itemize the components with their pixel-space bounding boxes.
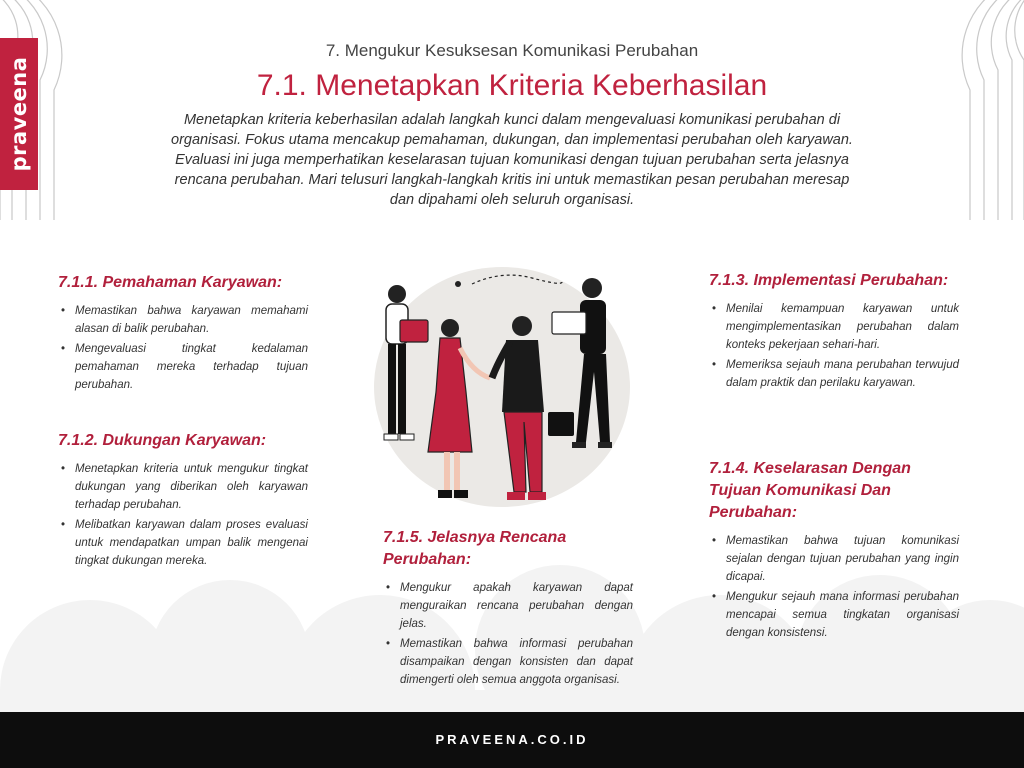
list-item: • Memastikan bahwa informasi perubahan disampaikan dengan konsisten dan dapat dimengerti oleh semua anggota organisasi. [400, 635, 633, 689]
page-header [150, 40, 874, 106]
section-heading: 7.1.2. Dukungan Karyawan: [58, 432, 267, 449]
footer-url[interactable]: PRAVEENA.CO.ID [435, 732, 589, 747]
bullet-list [383, 579, 633, 689]
list-item: • Memeriksa sejauh mana perubahan terwujud dalam praktik dan perilaku karyawan. [726, 356, 959, 392]
page-title: 7.1. Menetapkan Kriteria Keberhasilan [256, 69, 768, 102]
list-item: • Mengukur apakah karyawan dapat menguraikan rencana perubahan dengan jelas. [400, 579, 633, 633]
page-subtitle: 7. Mengukur Kesuksesan Komunikasi Perubahan [325, 41, 699, 60]
section-heading: 7.1.5. Jelasnya Rencana Perubahan: [383, 529, 567, 568]
section-keselarasan-tujuan [709, 458, 959, 644]
decorative-arcs-right [944, 0, 1024, 220]
intro-paragraph: Menetapkan kriteria keberhasilan adalah langkah kunci dalam mengevaluasi komunikasi perubahan di organisasi. Fokus utama mencakup pemahaman, dukungan, dan implementasi perubahan oleh karyawan. Evaluasi ini juga memperhatikan keselarasan tujuan komunikasi dengan tujuan perubahan serta jelasnya rencana perubahan. Mari telusuri langkah-langkah kritis ini untuk memastikan pesan perubahan meresap dan dipahami oleh seluruh organisasi. [171, 112, 853, 208]
bullet-list [58, 460, 308, 570]
list-item: • Melibatkan karyawan dalam proses evaluasi untuk mendapatkan umpan balik mengenai tingkat dukungan mereka. [75, 516, 308, 570]
footer-bar [0, 712, 1024, 768]
list-item: • Memastikan bahwa tujuan komunikasi sejalan dengan tujuan perubahan yang ingin dicapai. [726, 532, 959, 586]
bullet-list [709, 532, 959, 642]
bullet-list [709, 300, 959, 392]
team-handshake-illustration [362, 262, 652, 517]
section-jelasnya-rencana [383, 527, 633, 691]
section-dukungan-karyawan [58, 430, 308, 572]
list-item: • Menilai kemampuan karyawan untuk mengimplementasikan perubahan dalam konteks pekerjaan sehari-hari. [726, 300, 959, 354]
list-item: • Mengevaluasi tingkat kedalaman pemahaman mereka terhadap tujuan perubahan. [75, 340, 308, 394]
list-item: • Mengukur sejauh mana informasi perubahan mencapai semua tingkatan organisasi dengan konsistensi. [726, 588, 959, 642]
section-heading: 7.1.3. Implementasi Perubahan: [709, 272, 949, 289]
section-heading: 7.1.4. Keselarasan Dengan Tujuan Komunikasi Dan Perubahan: [709, 460, 911, 521]
section-heading: 7.1.1. Pemahaman Karyawan: [58, 274, 283, 291]
bullet-list [58, 302, 308, 394]
brand-logo-text: praveena [7, 56, 31, 172]
section-implementasi-perubahan [709, 270, 959, 394]
brand-logo-tab[interactable] [0, 38, 38, 190]
list-item: • Menetapkan kriteria untuk mengukur tingkat dukungan yang diberikan oleh karyawan terhadap perubahan. [75, 460, 308, 514]
list-item: • Memastikan bahwa karyawan memahami alasan di balik perubahan. [75, 302, 308, 338]
section-pemahaman-karyawan [58, 272, 308, 396]
